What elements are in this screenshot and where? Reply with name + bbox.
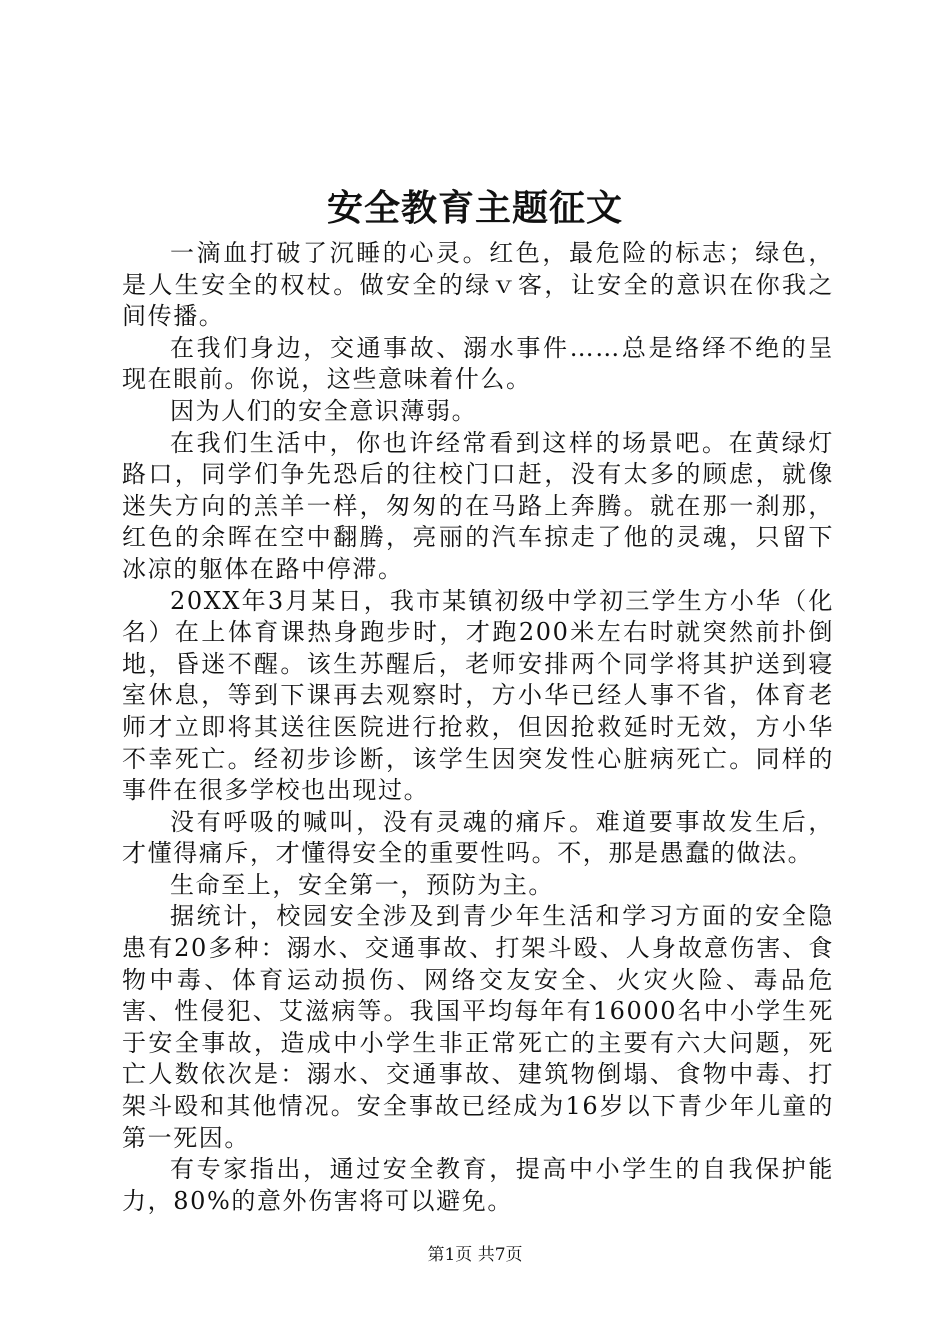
document-body	[122, 238, 834, 1217]
page-number-footer: 第1页 共7页	[427, 1245, 523, 1265]
paragraph: 一滴血打破了沉睡的心灵。红色，最危险的标志；绿色，是人生安全的权杖。做安全的绿ｖ客，让安全的意识在你我之间传播。	[122, 239, 834, 331]
paragraph: 20XX年3月某日，我市某镇初级中学初三学生方小华（化名）在上体育课热身跑步时，才跑200米左右时就突然前扑倒地，昏迷不醒。该生苏醒后，老师安排两个同学将其护送到寝室休息，等到下课再去观察时，方小华已经人事不省，体育老师才立即将其送往医院进行抢救，但因抢救延时无效，方小华不幸死亡。经初步诊断，该学生因突发性心脏病死亡。同样的事件在很多学校也出现过。	[122, 586, 834, 805]
paragraph: 没有呼吸的喊叫，没有灵魂的痛斥。难道要事故发生后，才懂得痛斥，才懂得安全的重要性吗。不，那是愚蠢的做法。	[122, 807, 834, 868]
paragraph: 在我们身边，交通事故、溺水事件……总是络绎不绝的呈现在眼前。你说，这些意味着什么。	[122, 333, 834, 394]
paragraph: 在我们生活中，你也许经常看到这样的场景吧。在黄绿灯路口，同学们争先恐后的往校门口赶，没有太多的顾虑，就像迷失方向的羔羊一样，匆匆的在马路上奔腾。就在那一刹那，红色的余晖在空中翻腾，亮丽的汽车掠走了他的灵魂，只留下冰凉的躯体在路中停滞。	[122, 428, 834, 583]
paragraph: 因为人们的安全意识薄弱。	[170, 396, 478, 425]
document-title: 安全教育主题征文	[326, 187, 623, 229]
paragraph: 生命至上，安全第一，预防为主。	[170, 870, 554, 899]
paragraph: 有专家指出，通过安全教育，提高中小学生的自我保护能力，80%的意外伤害将可以避免。	[122, 1155, 834, 1215]
paragraph: 据统计，校园安全涉及到青少年生活和学习方面的安全隐患有20多种：溺水、交通事故、打架斗殴、人身故意伤害、食物中毒、体育运动损伤、网络交友安全、火灾火险、毒品危害、性侵犯、艾滋病等。我国平均每年有16000名中小学生死于安全事故，造成中小学生非正常死亡的主要有六大问题，死亡人数依次是：溺水、交通事故、建筑物倒塌、食物中毒、打架斗殴和其他情况。安全事故已经成为16岁以下青少年儿童的第一死因。	[122, 902, 834, 1152]
